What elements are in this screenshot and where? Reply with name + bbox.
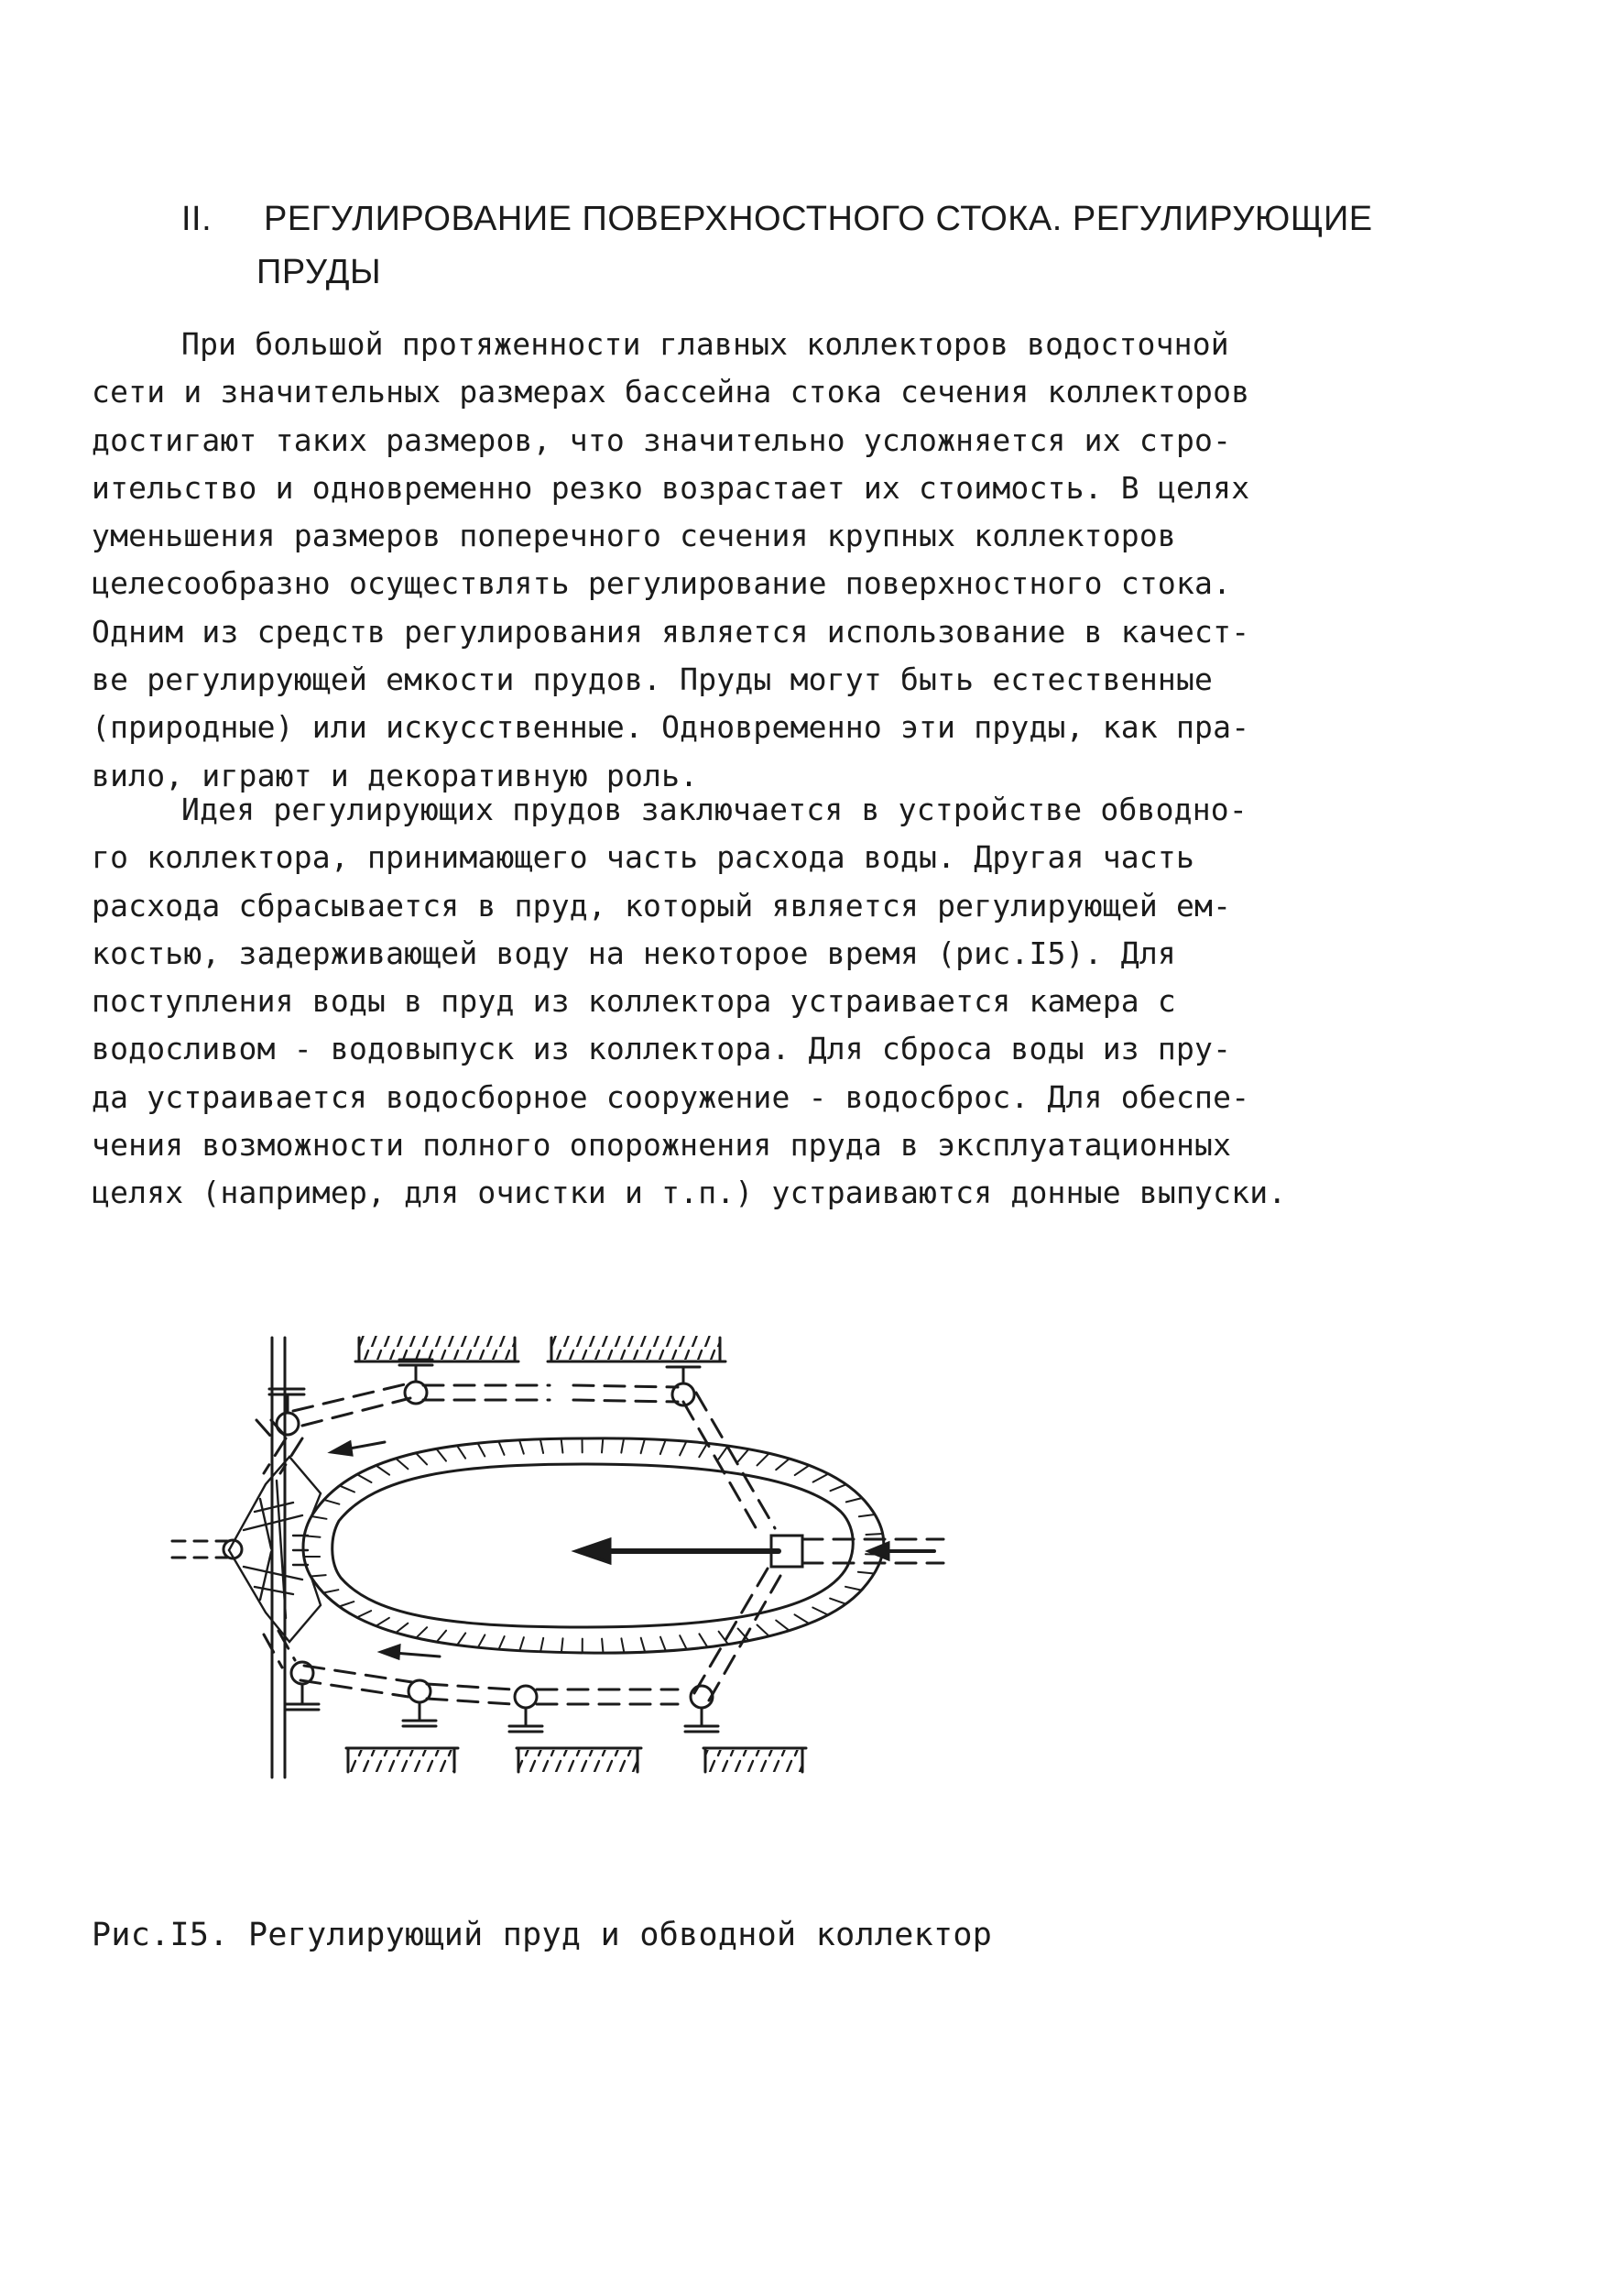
bank-tick — [699, 1443, 707, 1457]
bank-tick — [324, 1500, 340, 1504]
ground-hatch-bottom-2 — [517, 1748, 641, 1772]
bank-tick — [738, 1449, 749, 1462]
flow-arrow-bottom — [381, 1645, 440, 1658]
bypass-collector-bottom — [264, 1569, 780, 1704]
bank-tick — [680, 1441, 686, 1455]
text-line: целесообразно осуществлять регулирование поверхностного стока. — [92, 565, 1232, 602]
bank-tick — [357, 1474, 372, 1482]
main-collector-lines — [272, 1338, 285, 1777]
text-line: вило, играют и декоративную роль. — [92, 757, 699, 793]
bank-tick — [323, 1590, 338, 1592]
bank-tick — [602, 1438, 603, 1453]
bank-tick — [795, 1465, 810, 1475]
text-line: достигают таких размеров, что значительно усложняется их стро- — [92, 421, 1232, 458]
bank-tick — [680, 1635, 687, 1649]
bank-tick — [311, 1575, 326, 1576]
bank-tick — [641, 1638, 646, 1653]
bank-tick — [437, 1631, 447, 1642]
bank-tick — [866, 1534, 883, 1535]
bank-tick — [519, 1637, 524, 1651]
bank-tick — [340, 1486, 354, 1492]
text-line: ительство и одновременно резко возрастает их стоимость. В целях — [92, 469, 1250, 506]
bypass-collector-top — [256, 1383, 775, 1536]
bank-tick — [846, 1498, 862, 1502]
ground-hatch-top-left — [355, 1336, 518, 1361]
section-number: II. — [181, 200, 213, 238]
text-line: целях (например, для очистки и т.п.) устраиваются донные выпуски. — [92, 1175, 1287, 1211]
bank-tick — [499, 1636, 505, 1649]
bank-tick — [660, 1637, 666, 1651]
text-line: да устраивается водосборное сооружение - водосброс. Для обеспе- — [92, 1078, 1250, 1115]
bank-tick — [498, 1441, 504, 1455]
pond-diagram — [165, 1319, 1072, 1796]
bank-tick — [376, 1618, 389, 1626]
bank-tick — [396, 1459, 408, 1470]
bank-tick — [396, 1624, 408, 1633]
bank-tick — [357, 1611, 371, 1617]
section-heading — [181, 192, 1373, 299]
bank-tick — [859, 1514, 875, 1516]
flow-arrow-pond — [575, 1539, 779, 1563]
section-title-line1: РЕГУЛИРОВАНИЕ ПОВЕРХНОСТНОГО СТОКА. РЕГУЛИРУЮЩИЕ — [264, 200, 1373, 238]
text-line: расхода сбрасывается в пруд, который является регулирующей ем- — [92, 887, 1232, 924]
bank-tick — [845, 1587, 862, 1591]
bank-tick — [376, 1466, 390, 1475]
bank-tick — [641, 1439, 645, 1454]
bank-tick — [561, 1438, 563, 1452]
left-discharge-pipe — [172, 1541, 227, 1558]
bank-tick — [436, 1449, 446, 1460]
bank-tick — [540, 1638, 543, 1652]
section-title-line2: ПРУДЫ — [256, 253, 382, 291]
text-line: уменьшения размеров поперечного сечения крупных коллекторов — [92, 518, 1176, 554]
bank-tick — [561, 1638, 563, 1652]
paragraph-1 — [92, 321, 1356, 800]
bank-tick — [757, 1453, 769, 1465]
bank-tick — [660, 1440, 666, 1455]
wells-top — [269, 1360, 700, 1435]
flow-arrow-inlet — [868, 1543, 934, 1559]
bank-tick — [416, 1627, 427, 1638]
text-line: го коллектора, принимающего часть расхода воды. Другая часть — [92, 839, 1195, 876]
bank-tick — [478, 1635, 485, 1647]
bank-tick — [621, 1438, 624, 1453]
bank-tick — [416, 1453, 427, 1465]
text-line: Идея регулирующих прудов заключается в устройстве обводно- — [181, 792, 1248, 827]
text-line: Одним из средств регулирования является использование в качест- — [92, 613, 1250, 650]
bank-tick — [858, 1572, 875, 1574]
bank-tick — [830, 1599, 845, 1604]
bank-tick — [519, 1440, 524, 1454]
bank-tick — [831, 1484, 846, 1491]
text-line: ве регулирующей емкости прудов. Пруды могут быть естественные — [92, 661, 1214, 698]
bank-tick — [621, 1638, 624, 1653]
bank-tick — [776, 1459, 790, 1470]
bank-tick — [478, 1443, 485, 1456]
text-line: сети и значительных размерах бассейна стока сечения коллекторов — [92, 374, 1250, 410]
ground-hatch-bottom-1 — [346, 1748, 458, 1772]
bank-tick — [757, 1625, 769, 1636]
bank-tick — [457, 1633, 465, 1645]
ground-hatch-bottom-3 — [703, 1748, 806, 1772]
ground-hatch-top-right — [548, 1336, 725, 1361]
bank-tick — [813, 1474, 829, 1482]
text-line: чения возможности полного опорожнения пруда в эксплуатационных — [92, 1127, 1232, 1164]
bank-tick — [812, 1608, 828, 1615]
figure-caption: Рис.I5. Регулирующий пруд и обводной коллектор — [92, 1917, 993, 1953]
bank-tick — [795, 1614, 810, 1624]
bank-tick — [602, 1639, 603, 1654]
bank-tick — [311, 1516, 327, 1519]
paragraph-2 — [92, 786, 1356, 1218]
bank-tick — [699, 1634, 707, 1647]
text-line: При большой протяженности главных коллекторов водосточной — [181, 326, 1229, 362]
text-line: водосливом - водовыпуск из коллектора. Для сброса воды из пру- — [92, 1031, 1232, 1067]
text-line: поступления воды в пруд из коллектора устраивается камера с — [92, 983, 1176, 1020]
text-line: костью, задерживающей воду на некоторое время (рис.I5). Для — [92, 935, 1176, 971]
bank-tick — [776, 1621, 790, 1631]
text-line: (природные) или искусственные. Одновременно эти пруды, как пра- — [92, 709, 1250, 746]
bank-tick — [540, 1439, 543, 1453]
flow-arrow-top — [332, 1442, 385, 1455]
bank-tick — [457, 1446, 465, 1459]
bank-tick — [339, 1602, 354, 1606]
